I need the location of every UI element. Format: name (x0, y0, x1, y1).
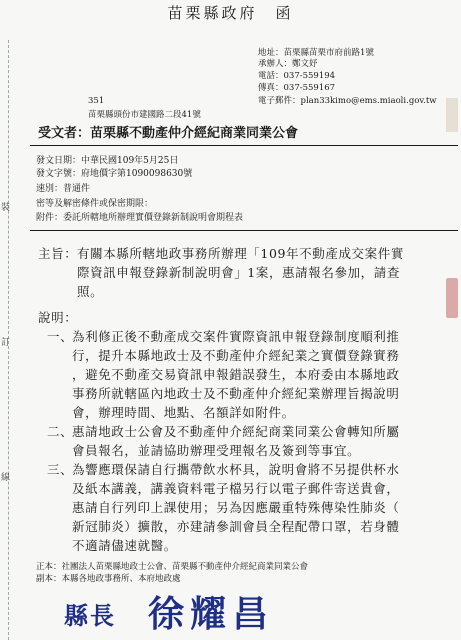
contact-phone: 電話：037-559194 (258, 71, 336, 81)
secrecy-level: 密等及解密條件或保密期限： (36, 199, 154, 209)
item-3-line-1: 為響應環保請自行攜帶飲水杯具，說明會將不另提供杯水 (72, 462, 400, 477)
signature-title: 縣長 (64, 601, 116, 630)
item-1-line-3: ，避免不動產交易資訊申報錯誤發生，本府委由本縣地政 (72, 367, 400, 382)
divider-middle (30, 230, 458, 231)
recipient-address: 苗栗縣頭份市建國路二段41號 (88, 110, 201, 120)
attachment: 附件：委託所轄地所辦理實價登錄新制說明會期程表 (36, 213, 244, 223)
explanation-label: 說明： (38, 310, 78, 325)
subject-line-2: 際資訊申報登錄新制說明會」1案，惠請報名參加，請查 (77, 265, 400, 280)
red-seal-mark (446, 278, 458, 318)
subject-label: 主旨： (38, 246, 78, 261)
contact-fax: 傳真：037-559167 (258, 83, 336, 93)
item-1-number: 一、 (47, 329, 74, 344)
subject-line-3: 照。 (77, 284, 104, 299)
issue-date: 發文日期：中華民國109年5月25日 (36, 156, 179, 166)
item-1-line-5: 會，辦理時間、地點、名額詳如附件。 (72, 405, 295, 420)
binding-mark-3: 線 (1, 473, 11, 483)
signature-name: 徐耀昌 (148, 593, 275, 635)
distribution-copy: 副本：本縣各地政事務所、本府地政處 (36, 574, 181, 584)
item-2-number: 二、 (47, 424, 74, 439)
item-2-line-1: 惠請地政士公會及不動產仲介經紀商業同業公會轉知所屬 (72, 424, 400, 439)
contact-email: 電子郵件：plan33kimo@ems.miaoli.gov.tw (258, 96, 437, 106)
speed-class: 速別：普通件 (36, 184, 91, 194)
item-3-line-3: 惠請自行列印上課使用；另為因應嚴重特殊傳染性肺炎（ (72, 500, 400, 515)
distribution-main: 正本：社團法人苗栗縣地政士公會、苗栗縣不動產仲介經紀商業同業公會 (36, 562, 309, 572)
subject-line-1: 有關本縣所轄地政事務所辦理「109年不動產成交案件實 (77, 246, 404, 261)
binding-mark-2: 訂 (1, 338, 11, 348)
item-1-line-2: 行，提升本縣地政士及不動產仲介經紀業之實價登錄實務 (72, 348, 400, 363)
item-3-number: 三、 (47, 462, 74, 477)
item-1-line-1: 為利修正後不動產成交案件實際資訊申報登錄制度順利推 (72, 329, 400, 344)
document-title: 苗栗縣政府 函 (167, 4, 294, 22)
item-3-line-4: 新冠肺炎）擴散，亦建請參訓會員全程配帶口罩，若身體 (72, 519, 400, 534)
divider-top (30, 145, 458, 146)
contact-address: 地址：苗栗縣苗栗市府前路1號 (258, 48, 374, 58)
item-2-line-2: 會員報名，並請協助辦理受理報名及簽到等事宜。 (72, 443, 361, 458)
margin-mark (446, 98, 458, 132)
item-3-line-2: 及紙本講義，講義資料電子檔另行以電子郵件寄送貴會， (72, 481, 400, 496)
contact-officer: 承辦人：鄭文妤 (258, 59, 318, 69)
item-1-line-4: 事務所就轄區內地政士及不動產仲介經紀業辦理旨揭說明 (72, 386, 400, 401)
issue-number: 發文字號：府地價字第1090098630號 (36, 169, 193, 179)
recipient-postcode: 351 (88, 96, 105, 106)
recipient-label: 受文者： (38, 126, 91, 141)
item-3-line-5: 不適請儘速就醫。 (72, 538, 177, 553)
recipient-line (38, 122, 298, 141)
binding-mark-1: 裝 (1, 203, 11, 213)
recipient-name: 苗栗縣不動產仲介經紀商業同業公會 (90, 126, 299, 141)
